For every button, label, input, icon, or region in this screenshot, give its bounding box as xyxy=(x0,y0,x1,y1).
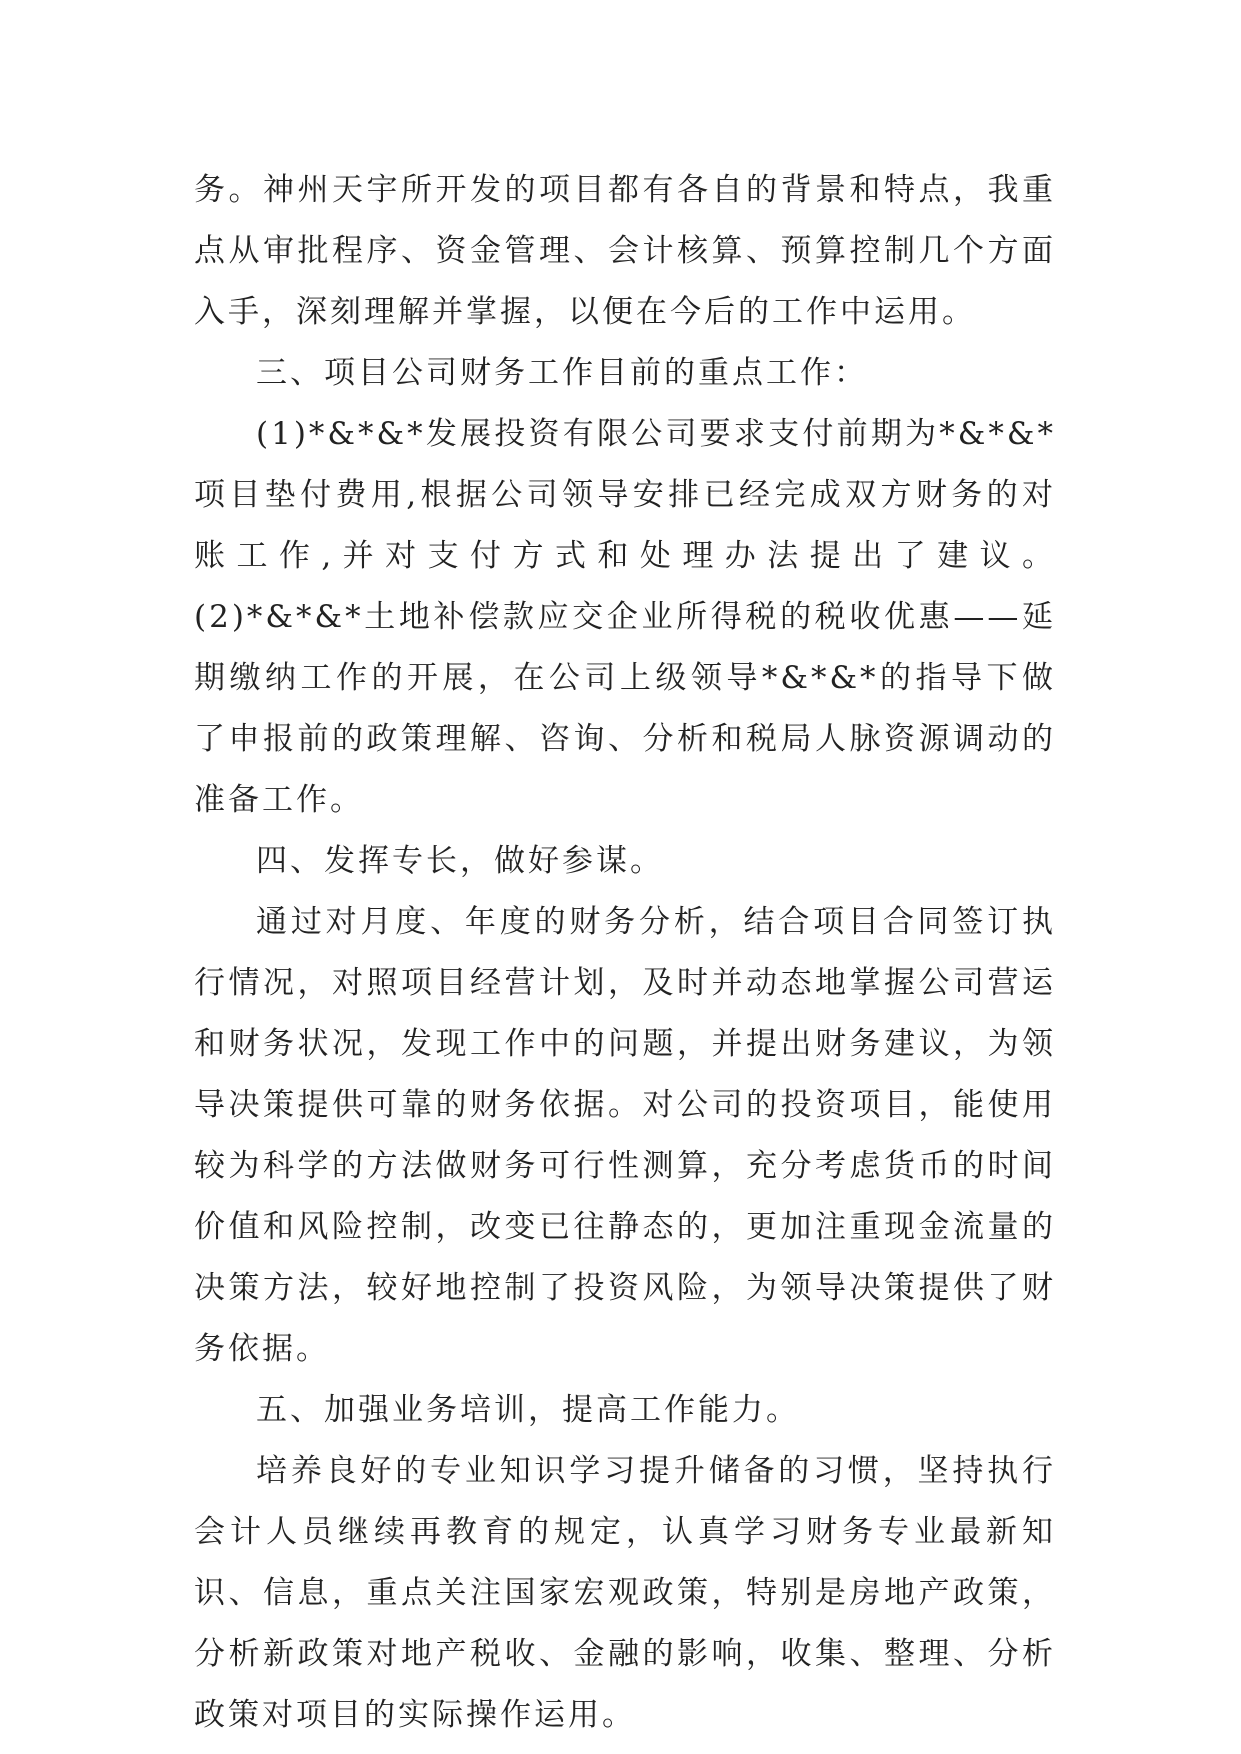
document-body xyxy=(194,160,1056,1746)
paragraph-key-work: (1)*&*&*发展投资有限公司要求支付前期为*&*&*项目垫付费用,根据公司领导安排已经完成双方财务的对账工作,并对支付方式和处理办法提出了建议。(2)*&*&*土地补偿款应交企业所得税的税收优惠——延期缴纳工作的开展，在公司上级领导*&*&*的指导下做了申报前的政策理解、咨询、分析和税局人脉资源调动的准备工作。 xyxy=(194,416,1056,818)
section-heading-4: 四、发挥专长，做好参谋。 xyxy=(256,843,664,879)
paragraph-continuation: 务。神州天宇所开发的项目都有各自的背景和特点，我重点从审批程序、资金管理、会计核算、预算控制几个方面入手，深刻理解并掌握，以便在今后的工作中运用。 xyxy=(194,172,1056,330)
section-heading-5: 五、加强业务培训，提高工作能力。 xyxy=(256,1392,800,1428)
paragraph-training: 培养良好的专业知识学习提升储备的习惯，坚持执行会计人员继续再教育的规定，认真学习财务专业最新知识、信息，重点关注国家宏观政策，特别是房地产政策，分析新政策对地产税收、金融的影响，收集、整理、分析政策对项目的实际操作运用。 xyxy=(194,1453,1056,1733)
section-heading-3: 三、项目公司财务工作目前的重点工作： xyxy=(256,355,868,391)
paragraph-financial-analysis: 通过对月度、年度的财务分析，结合项目合同签订执行情况，对照项目经营计划，及时并动态地掌握公司营运和财务状况，发现工作中的问题，并提出财务建议，为领导决策提供可靠的财务依据。对公司的投资项目，能使用较为科学的方法做财务可行性测算，充分考虑货币的时间价值和风险控制，改变已往静态的，更加注重现金流量的决策方法，较好地控制了投资风险，为领导决策提供了财务依据。 xyxy=(194,904,1056,1367)
